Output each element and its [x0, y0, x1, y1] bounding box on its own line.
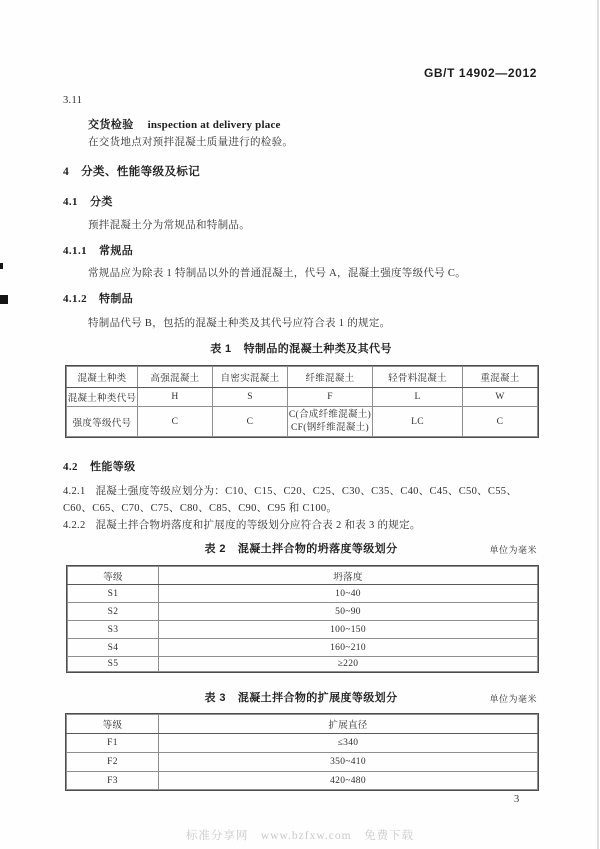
table2-row [68, 657, 538, 672]
heading-4 [63, 163, 200, 179]
clause-number-311: 3.11 [63, 95, 83, 106]
table3-row [67, 734, 538, 753]
paragraph-412: 特制品代号 B，包括的混凝土种类及其代号应符合表 1 的规定。 [88, 318, 391, 329]
table2-caption-label: 表 2 [204, 543, 226, 555]
table1-cell: LC [373, 407, 463, 437]
heading-412-number: 4.1.2 [63, 293, 87, 305]
table2-row [68, 639, 538, 657]
table1-caption-label: 表 1 [210, 343, 232, 355]
term-line [88, 116, 281, 132]
paragraph-422-body: 混凝土拌合物坍落度和扩展度的等级划分应符合表 2 和表 3 的规定。 [95, 520, 421, 531]
heading-4-title: 分类、性能等级及标记 [81, 166, 201, 178]
table1-caption [65, 340, 537, 356]
table1-cell: C [138, 407, 213, 437]
table1-header-cell: 纤维混凝土 [288, 367, 373, 388]
heading-42 [63, 458, 136, 474]
table2-cell: S3 [68, 621, 159, 639]
table1-cell: C [463, 407, 538, 437]
table1-cell: 混凝土种类代号 [67, 388, 138, 407]
table2-row [68, 621, 538, 639]
term-en: inspection at delivery place [147, 119, 281, 131]
table1-cell: 强度等级代号 [67, 407, 138, 437]
table3-grid [66, 714, 538, 790]
table1-cell-fiber [288, 407, 373, 437]
table1-cell: L [373, 388, 463, 407]
table3-header-row [67, 715, 538, 734]
scan-artifact [0, 263, 3, 269]
table2-cell: S1 [68, 585, 159, 603]
standard-number: GB/T 14902—2012 [423, 66, 537, 80]
table1-header-row [67, 367, 538, 388]
table2-cell: S5 [68, 657, 159, 672]
table2-header-cell: 坍落度 [159, 567, 538, 585]
table3-header-cell: 扩展直径 [159, 715, 538, 734]
table3 [65, 713, 539, 791]
paragraph-422 [63, 517, 421, 532]
table2-cell: 50~90 [159, 603, 538, 621]
table2-cell: ≥220 [159, 657, 538, 672]
table1-header-cell: 自密实混凝土 [213, 367, 288, 388]
table1-fiber-line2: CF(钢纤维混凝土) [291, 422, 369, 433]
table1-header-cell: 高强混凝土 [138, 367, 213, 388]
table3-caption-label: 表 3 [204, 692, 226, 704]
paragraph-411: 常规品应为除表 1 特制品以外的普通混凝土，代号 A，混凝土强度等级代号 C。 [88, 268, 467, 279]
table3-cell: F1 [67, 734, 159, 753]
paragraph-422-number: 4.2.2 [63, 520, 86, 531]
heading-411 [63, 242, 133, 258]
table1-cell: F [288, 388, 373, 407]
term-cn: 交货检验 [88, 119, 134, 131]
table2-caption-title: 混凝土拌合物的坍落度等级划分 [237, 543, 398, 555]
table2-row [68, 603, 538, 621]
paragraph-421 [63, 483, 541, 517]
heading-41 [63, 193, 113, 209]
table3-cell: F2 [67, 753, 159, 772]
table3-cell: 350~410 [159, 753, 538, 772]
scan-artifact [0, 295, 8, 304]
table2-header-cell: 等级 [68, 567, 159, 585]
heading-411-title: 常规品 [99, 245, 134, 257]
heading-42-title: 性能等级 [89, 461, 136, 473]
table1-caption-title: 特制品的混凝土种类及其代号 [243, 343, 392, 355]
scan-page-edge [597, 0, 599, 849]
table1-cell: S [213, 388, 288, 407]
table1-cell: H [138, 388, 213, 407]
table2-grid [67, 566, 538, 672]
heading-4-number: 4 [63, 166, 70, 178]
table2-cell: 160~210 [159, 639, 538, 657]
table1-cell: C [213, 407, 288, 437]
table2-caption [65, 540, 537, 556]
table3-unit-note: 单位为毫米 [489, 694, 537, 704]
table1-header-cell: 轻骨料混凝土 [373, 367, 463, 388]
table2-cell: 10~40 [159, 585, 538, 603]
table1-grid [66, 366, 538, 437]
heading-41-title: 分类 [89, 196, 113, 208]
heading-412 [63, 290, 133, 306]
table1-cell: W [463, 388, 538, 407]
heading-412-title: 特制品 [99, 293, 134, 305]
table3-row [67, 753, 538, 772]
term-definition: 在交货地点对预拌混凝土质量进行的检验。 [88, 137, 294, 148]
table2-row [68, 585, 538, 603]
table1-row-code [67, 388, 538, 407]
paragraph-421-body: 混凝土强度等级应划分为：C10、C15、C20、C25、C30、C35、C40、C45、C50、C55、C60、C65、C70、C75、C80、C85、C90、C95 和 C100。 [63, 486, 518, 514]
page-number: 3 [514, 794, 520, 805]
table3-row [67, 772, 538, 790]
heading-42-number: 4.2 [63, 461, 78, 473]
table2-cell: 100~150 [159, 621, 538, 639]
table3-cell: ≤340 [159, 734, 538, 753]
table3-cell: F3 [67, 772, 159, 790]
table2-cell: S2 [68, 603, 159, 621]
watermark-text: 标准分享网 www.bzfxw.com 免费下载 [185, 830, 415, 842]
table1-header-cell: 混凝土种类 [67, 367, 138, 388]
table3-cell: 420~480 [159, 772, 538, 790]
table2-unit-note: 单位为毫米 [489, 545, 537, 555]
paragraph-421-number: 4.2.1 [63, 486, 86, 497]
table1-header-cell: 重混凝土 [463, 367, 538, 388]
table3-header-cell: 等级 [67, 715, 159, 734]
table3-caption-title: 混凝土拌合物的扩展度等级划分 [237, 692, 398, 704]
table2-header-row [68, 567, 538, 585]
table3-caption [65, 689, 537, 705]
table1-row-grade [67, 407, 538, 437]
heading-41-number: 4.1 [63, 196, 78, 208]
paragraph-41: 预拌混凝土分为常规品和特制品。 [88, 220, 250, 231]
table1 [65, 365, 539, 438]
heading-411-number: 4.1.1 [63, 245, 87, 257]
table2 [66, 565, 539, 673]
table2-cell: S4 [68, 639, 159, 657]
table1-fiber-line1: C(合成纤维混凝土) [288, 409, 372, 420]
